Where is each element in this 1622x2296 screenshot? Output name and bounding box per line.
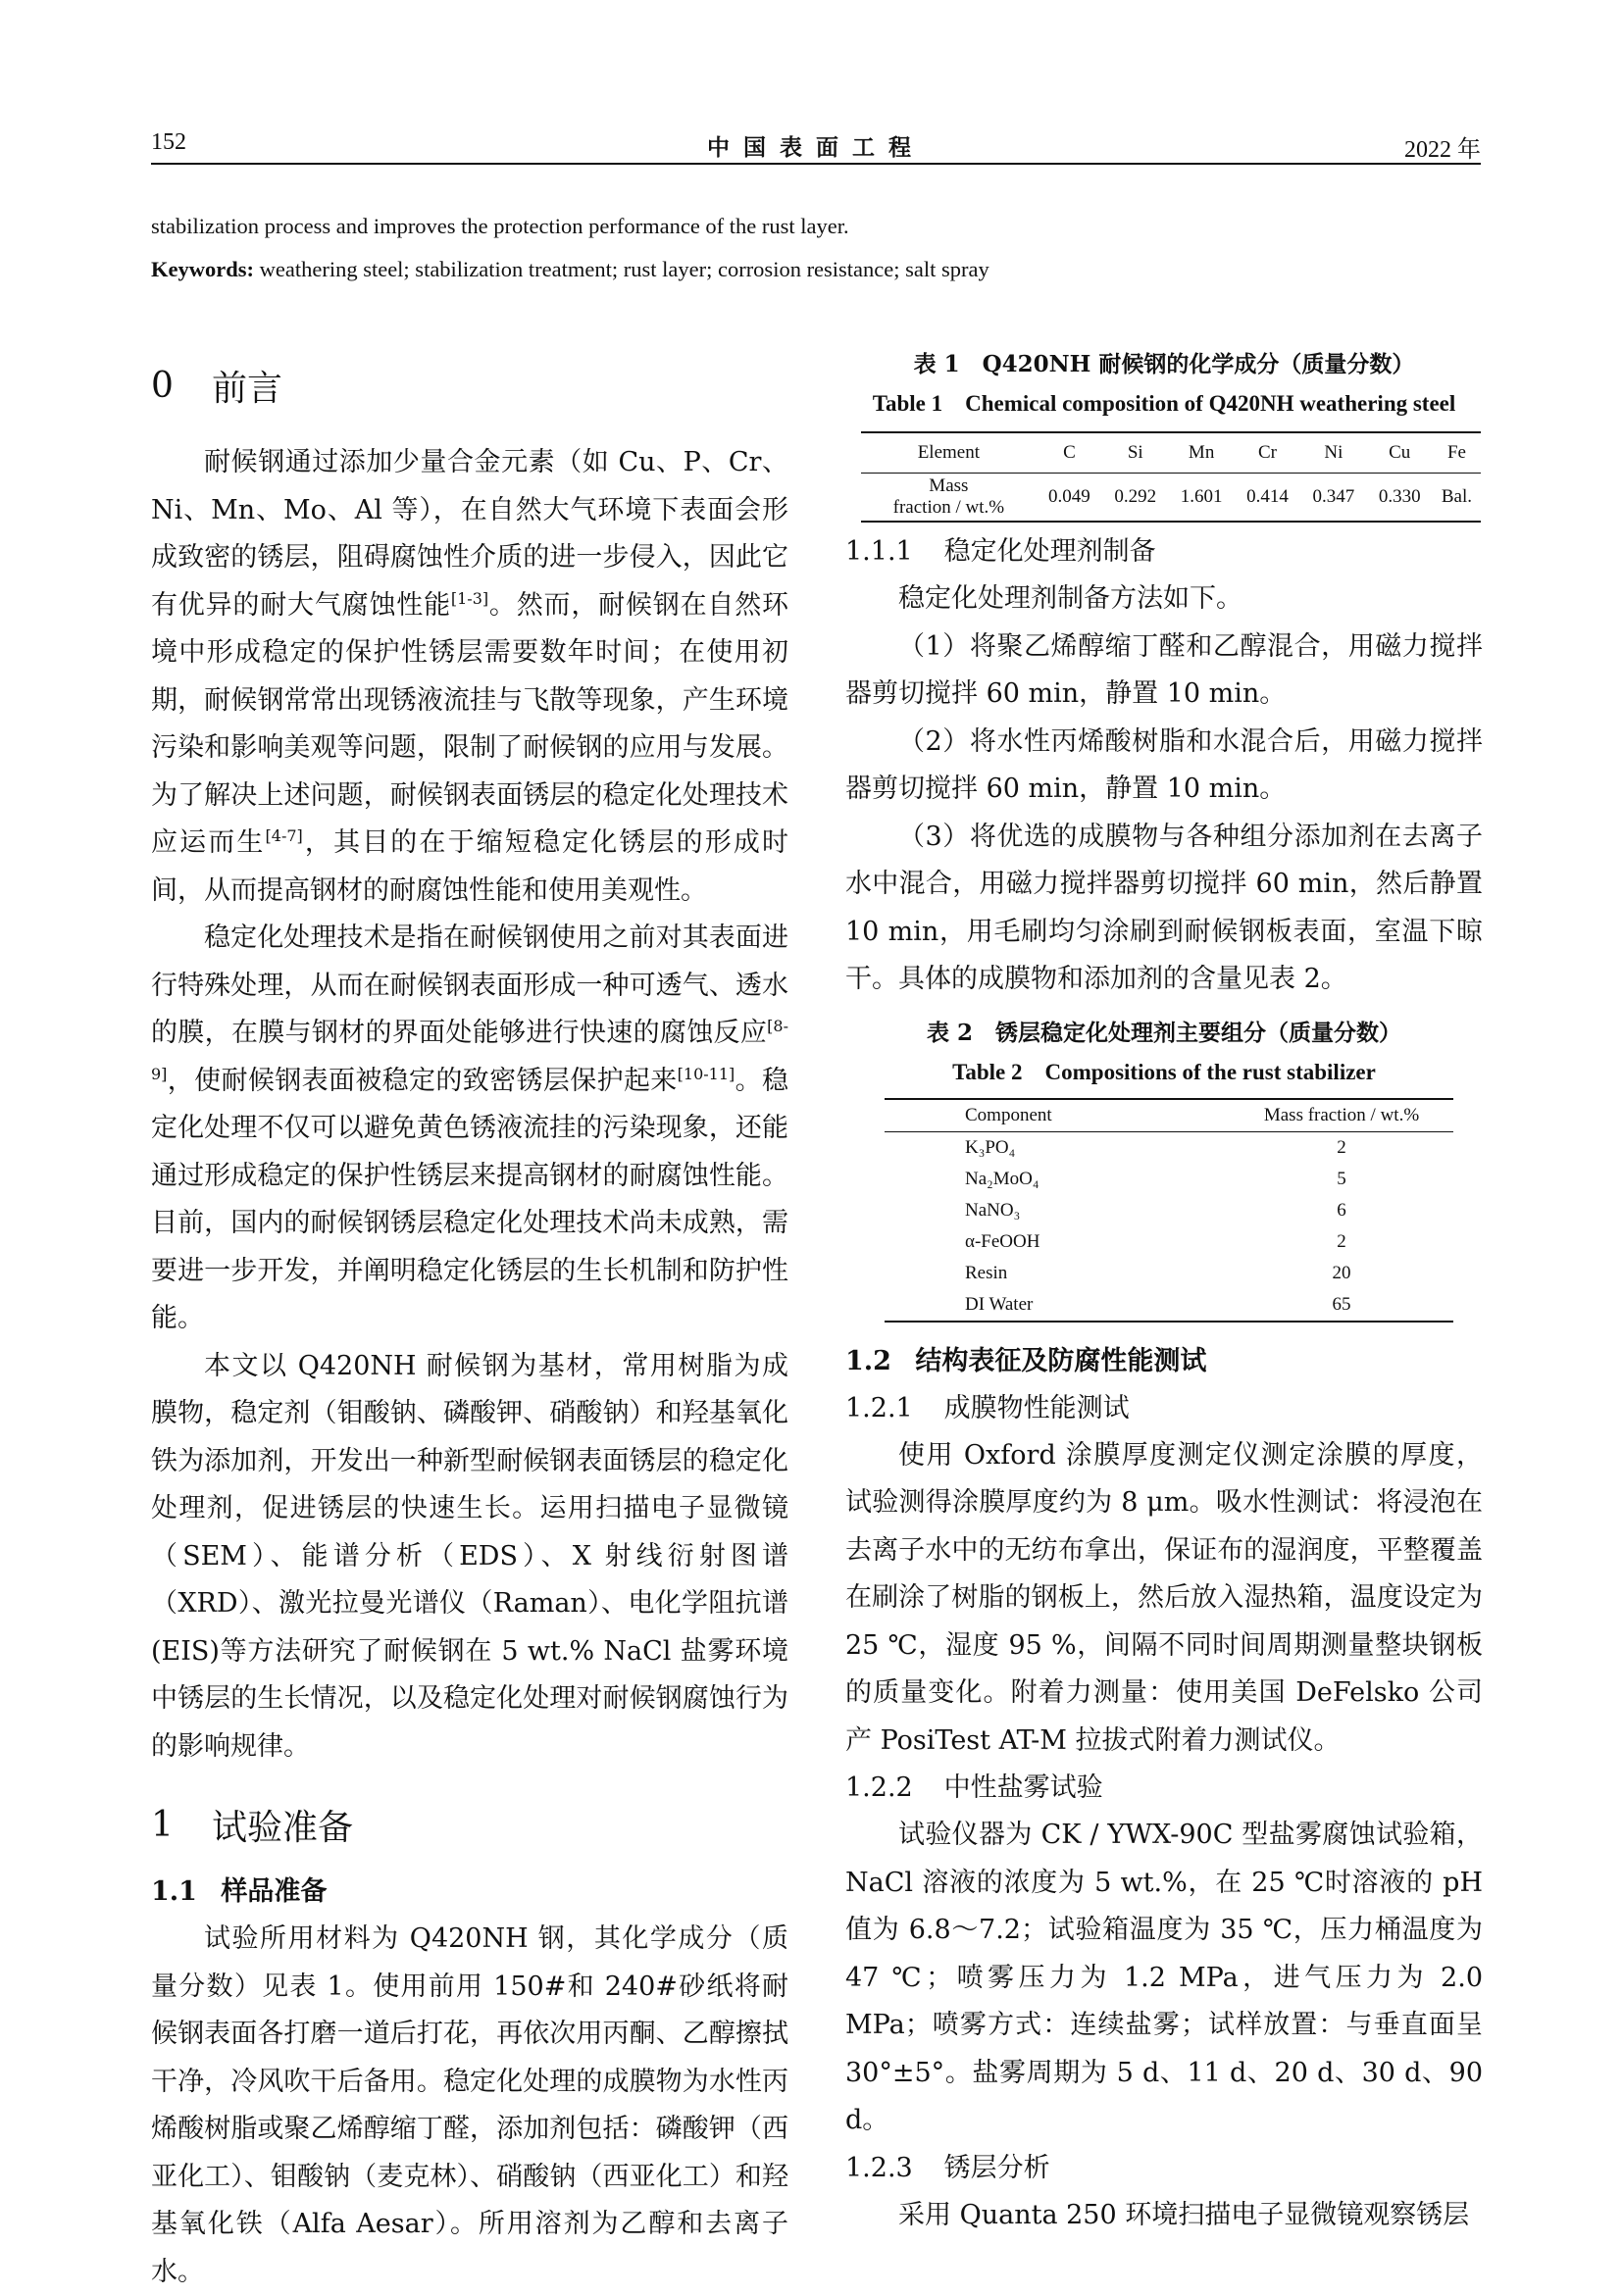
- table2-component: K₃PO₄: [965, 1136, 1016, 1158]
- table2-header: Mass fraction / wt.%: [1230, 1099, 1453, 1132]
- citation: [1-3]: [450, 588, 489, 608]
- table1-cell: 0.414: [1235, 474, 1300, 523]
- subsection-heading-1-1: [151, 1869, 788, 1916]
- section-heading-1: [151, 1784, 788, 1865]
- subsubsection-number: 1.2.3: [845, 2152, 913, 2183]
- subsubsection-heading-1-1-1: [845, 528, 1483, 575]
- keywords-label: Keywords:: [151, 257, 254, 281]
- subsubsection-title: 中性盐雾试验: [943, 1772, 1103, 1803]
- section-number: 0: [151, 365, 174, 406]
- journal-name: 中国表面工程: [707, 134, 925, 161]
- table2-value: 2: [1337, 1230, 1346, 1252]
- table2-value: 2: [1337, 1136, 1346, 1158]
- table2-value: 6: [1337, 1199, 1346, 1221]
- left-column: [151, 345, 788, 2296]
- table2-component: Na₂MoO₄: [965, 1168, 1039, 1189]
- table1-header-row: [861, 432, 1481, 474]
- table1-caption-en: Table 1 Chemical composition of Q420NH weathering steel: [872, 391, 1456, 416]
- page-number: 152: [151, 129, 186, 155]
- subsubsection-number: 1.1.1: [845, 536, 913, 567]
- running-header: [151, 129, 1481, 163]
- table2-row: [885, 1226, 1453, 1258]
- subsubsection-heading-1-2-1: [845, 1385, 1483, 1432]
- citation: [4-7]: [265, 826, 303, 845]
- subsubsection-number: 1.2.1: [845, 1392, 913, 1423]
- table2-value: 65: [1230, 1289, 1453, 1322]
- table2-component: DI Water: [885, 1289, 1230, 1322]
- table2-row: [885, 1131, 1453, 1164]
- publication-year: 2022 年: [1404, 137, 1481, 163]
- film-testing-paragraph: 使用 Oxford 涂膜厚度测定仪测定涂膜的厚度，试验测得涂膜厚度约为 8 μm。吸水性测试：将浸泡在去离子水中的无纺布拿出，保证布的湿润度，平整覆盖在刷涂了树脂的钢板上，然后放入湿热箱，温度设定为 25 ℃，湿度 95 %，间隔不同时间周期测量整块钢板的质量变化。附着力测量：使用美国 DeFelsko 公司产 PosiTest AT-M 拉拔式附着力测试仪。: [845, 1439, 1483, 1756]
- table2-header: Component: [885, 1099, 1230, 1132]
- right-column: [845, 345, 1483, 2239]
- keywords-line: [151, 257, 1481, 282]
- intro-paragraph-2: 稳定化处理技术是指在耐候钢使用之前对其表面进行特殊处理，从而在耐候钢表面形成一种可透气、透水的膜，在膜与钢材的界面处能够进行快速的腐蚀反应[8-9]，使耐候钢表面被稳定的致密锈层保护起来[10-11]。稳定化处理不仅可以避免黄色锈液流挂的污染现象，还能通过形成稳定的保护性锈层来提高钢材的耐腐蚀性能。目前，国内的耐候钢锈层稳定化处理技术尚未成熟，需要进一步开发，并阐明稳定化锈层的生长机制和防护性能。: [151, 923, 789, 1333]
- subsubsection-title: 成膜物性能测试: [943, 1392, 1130, 1423]
- subsection-number: 1.2: [845, 1345, 891, 1376]
- table1-header: Element: [861, 432, 1037, 474]
- table1-cell: 1.601: [1168, 474, 1234, 523]
- prep-step-1: （1）将聚乙烯醇缩丁醛和乙醇混合，用磁力搅拌器剪切搅拌 60 min，静置 10 min。: [845, 630, 1483, 709]
- table1-header: Fe: [1433, 432, 1481, 474]
- header-rule: [151, 163, 1481, 165]
- prep-intro-paragraph: 稳定化处理剂制备方法如下。: [898, 583, 1242, 614]
- table2-row: [885, 1258, 1453, 1289]
- section-title: 前言: [212, 368, 283, 409]
- table1-header: Cu: [1367, 432, 1433, 474]
- table1-cell: Bal.: [1433, 474, 1481, 523]
- table1-cell: 0.292: [1102, 474, 1168, 523]
- abstract-tail: stabilization process and improves the protection performance of the rust layer.: [151, 214, 849, 238]
- subsection-title: 样品准备: [221, 1876, 328, 1907]
- keywords-text: weathering steel; stabilization treatment; rust layer; corrosion resistance; salt spray: [259, 257, 989, 281]
- intro-paragraph-1: 耐候钢通过添加少量合金元素（如 Cu、P、Cr、Ni、Mn、Mo、Al 等），在自然大气环境下表面会形成致密的锈层，阻碍腐蚀性介质的进一步侵入，因此它有优异的耐大气腐蚀性能[1-3]。然而，耐候钢在自然环境中形成稳定的保护性锈层需要数年时间；在使用初期，耐候钢常常出现锈液流挂与飞散等现象，产生环境污染和影响美观等问题，限制了耐候钢的应用与发展。为了解决上述问题，耐候钢表面锈层的稳定化处理技术应运而生[4-7]，其目的在于缩短稳定化锈层的形成时间，从而提高钢材的耐腐蚀性能和使用美观性。: [151, 447, 789, 906]
- table2-value: 5: [1337, 1168, 1346, 1189]
- sample-preparation-paragraph: 试验所用材料为 Q420NH 钢，其化学成分（质量分数）见表 1。使用前用 150#和 240#砂纸将耐候钢表面各打磨一道后打花，再依次用丙酮、乙醇擦拭干净，冷风吹干后备用。稳定化处理的成膜物为水性丙烯酸树脂或聚乙烯醇缩丁醛，添加剂包括：磷酸钾（西亚化工）、钼酸钠（麦克林）、硝酸钠（西亚化工）和羟基氧化铁（Alfa Aesar）。所用溶剂为乙醇和去离子水。: [151, 1923, 788, 2287]
- table2-caption-cn: 表 2 锈层稳定化处理剂主要组分（质量分数）: [926, 1019, 1401, 1046]
- table1-header: Si: [1102, 432, 1168, 474]
- table1-caption-cn: 表 1 Q420NH 耐候钢的化学成分（质量分数）: [913, 351, 1415, 377]
- table2-row: [885, 1195, 1453, 1226]
- table1-header: C: [1037, 432, 1102, 474]
- table1-header: Mn: [1168, 432, 1234, 474]
- table1-cell: 0.347: [1300, 474, 1366, 523]
- table2-component: Resin: [965, 1262, 1008, 1283]
- subsubsection-number: 1.2.2: [845, 1772, 913, 1803]
- subsubsection-title: 稳定化处理剂制备: [943, 536, 1156, 567]
- subsubsection-heading-1-2-3: [845, 2145, 1483, 2192]
- table1: [861, 431, 1481, 523]
- salt-spray-paragraph: 试验仪器为 CK / YWX-90C 型盐雾腐蚀试验箱，NaCl 溶液的浓度为 5 wt.%，在 25 ℃时溶液的 pH 值为 6.8～7.2；试验箱温度为 35 ℃，压力桶温度为 47 ℃；喷雾压力为 1.2 MPa，进气压力为 2.0 MPa；喷雾方式：连续盐雾；试样放置：与垂直面呈 30°±5°。盐雾周期为 5 d、11 d、20 d、30 d、90 d。: [845, 1820, 1483, 2135]
- table2-row: [885, 1289, 1453, 1322]
- subsection-heading-1-2: [845, 1338, 1483, 1385]
- subsubsection-heading-1-2-2: [845, 1765, 1483, 1812]
- table2-caption-en: Table 2 Compositions of the rust stabilizer: [952, 1059, 1376, 1084]
- table1-header: Ni: [1300, 432, 1366, 474]
- table2-component: NaNO₃: [965, 1199, 1021, 1221]
- section-heading-intro: [151, 345, 788, 425]
- table2-row: [885, 1164, 1453, 1195]
- rust-analysis-paragraph: 采用 Quanta 250 环境扫描电子显微镜观察锈层: [898, 2199, 1470, 2230]
- section-number: 1: [151, 1804, 174, 1845]
- table2: [885, 1098, 1453, 1323]
- table2-component: α-FeOOH: [965, 1230, 1040, 1252]
- intro-paragraph-3: 本文以 Q420NH 耐候钢为基材，常用树脂为成膜物，稳定剂（钼酸钠、磷酸钾、硝酸钠）和羟基氧化铁为添加剂，开发出一种新型耐候钢表面锈层的稳定化处理剂，促进锈层的快速生长。运用扫描电子显微镜（SEM）、能谱分析（EDS）、X 射线衍射图谱（XRD）、激光拉曼光谱仪（Raman）、电化学阻抗谱(EIS)等方法研究了耐候钢在 5 wt.% NaCl 盐雾环境中锈层的生长情况，以及稳定化处理对耐候钢腐蚀行为的影响规律。: [151, 1350, 788, 1762]
- citation: [10-11]: [677, 1064, 735, 1083]
- table1-header: Cr: [1235, 432, 1300, 474]
- table1-cell: 0.330: [1367, 474, 1433, 523]
- prep-step-2: （2）将水性丙烯酸树脂和水混合后，用磁力搅拌器剪切搅拌 60 min，静置 10 min。: [845, 725, 1483, 804]
- subsubsection-title: 锈层分析: [943, 2152, 1050, 2183]
- subsection-number: 1.1: [151, 1876, 197, 1907]
- section-title: 试验准备: [212, 1807, 354, 1848]
- table2-value: 20: [1332, 1262, 1351, 1283]
- prep-step-3: （3）将优选的成膜物与各种组分添加剂在去离子水中混合，用磁力搅拌器剪切搅拌 60 min，然后静置 10 min，用毛刷均匀涂刷到耐候钢板表面，室温下晾干。具体的成膜物和添加剂的含量见表 2。: [845, 821, 1483, 994]
- table1-row: [861, 474, 1481, 523]
- subsection-title: 结构表征及防腐性能测试: [915, 1345, 1207, 1376]
- table1-row-label: Mass fraction / wt.%: [861, 474, 1037, 523]
- citation: [8-9]: [151, 1017, 788, 1083]
- table2-header-row: [885, 1099, 1453, 1132]
- table1-cell: 0.049: [1037, 474, 1102, 523]
